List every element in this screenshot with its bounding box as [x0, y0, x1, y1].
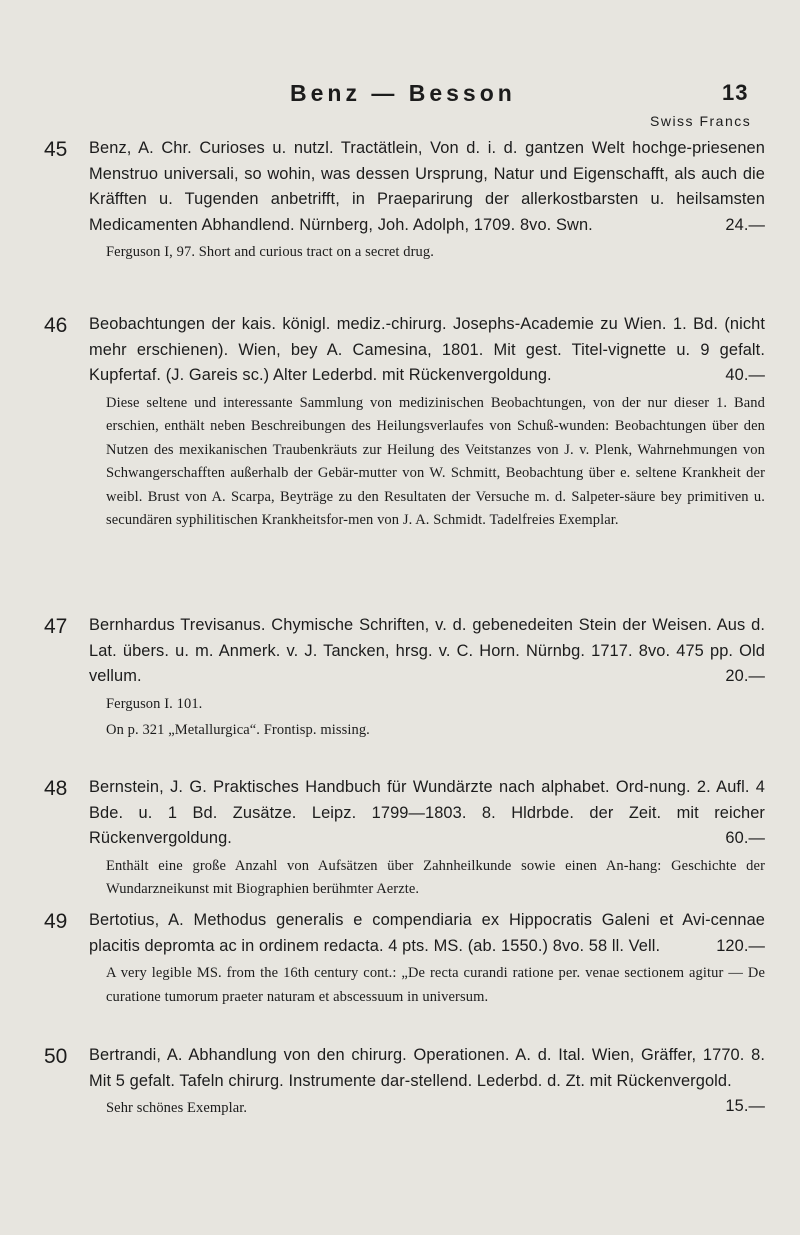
entry-number: 47 [44, 615, 68, 638]
entry-note: Enthält eine große Anzahl von Aufsätzen über Zahnheilkunde sowie einen An-hang: Geschichte der Wundarzneikunst mit Biographien berühmter Aerzte. [106, 857, 765, 897]
entry-text: Beobachtungen der kais. königl. mediz.-chirurg. Josephs-Academie zu Wien. 1. Bd. (nicht mehr erschienen). Wien, bey A. Camesina, 1801. Mit gest. Titel-vignette u. 9 gefalt. Kupfertaf. (J. Gareis sc.) Alter Lederbd. mit Rückenvergoldung. [89, 315, 765, 384]
entry-number: 48 [44, 777, 68, 800]
entry-note: On p. 321 „Metallurgica“. Frontisp. missing. [106, 722, 370, 738]
entry-number: 45 [44, 138, 68, 161]
entry-price: 40.— [725, 366, 765, 384]
entry-note: Diese seltene und interessante Sammlung von medizinischen Beobachtungen, von der nur dieser 1. Band erschien, enthält neben Beschreibungen des Heilungsverlaufes von Schuß-wunden: Beobachtungen über den Nutzen des mexikanischen Traubenkräuts zur Heilung des Veitstanzes von J. v. Plenk, Wahrnehmungen von Schwangerschafften außerhalb der Gebär-mutter von W. Schmitt, Beobachtung über e. seltene Krankheit der weibl. Brust von A. Scarpa, Beyträge zu den Resultaten der Versuche m. d. Salpeter-säure bey primitiven u. secundären syphilitischen Krankheitsfor-men von J. A. Schmidt. Tadelfreies Exemplar. [106, 394, 765, 528]
entry-text: Bernhardus Trevisanus. Chymische Schriften, v. d. gebenedeiten Stein der Weisen. Aus d. Lat. übers. u. m. Anmerk. v. J. Tancken, hrsg. v. C. Horn. Nürnbg. 1717. 8vo. 475 pp. Old vellum. [89, 616, 765, 685]
entry-number: 46 [44, 314, 68, 337]
entry-note: Sehr schönes Exemplar. [106, 1100, 248, 1116]
entry-note: Ferguson I, 97. Short and curious tract on a secret drug. [106, 244, 434, 260]
header-title: Benz — Besson [290, 80, 516, 106]
entry-price: 15.— [725, 1097, 765, 1115]
entry-price: 60.— [725, 829, 765, 847]
entry-note: Ferguson I. 101. [106, 695, 203, 712]
currency-label: Swiss Francs [650, 113, 752, 129]
entry-text: Bernstein, J. G. Praktisches Handbuch für Wundärzte nach alphabet. Ord-nung. 2. Aufl. 4 Bde. u. 1 Bd. Zusätze. Leipz. 1799—1803. 8. Hldrbde. der Zeit. mit reicher Rückenvergoldung. [89, 778, 765, 847]
page-number: 13 [722, 80, 749, 105]
entry-text: Bertrandi, A. Abhandlung von den chirurg. Operationen. A. d. Ital. Wien, Gräffer, 1770. 8. Mit 5 gefalt. Tafeln chirurg. Instrumente dar-stellend. Lederbd. d. Zt. mit Rückenvergold. [89, 1046, 765, 1090]
entry-number: 50 [44, 1045, 68, 1068]
entry-text: Benz, A. Chr. Curioses u. nutzl. Tractätlein, Von d. i. d. gantzen Welt hochge-priesenen Menstruo universali, so wohin, was dessen Ursprung, Natur und Eigenschafft, als auch die Kräfften u. Tugenden anbetrifft, in Praeparirung der allerkostbarsten u. heilsamsten Medicamenten Abhandlend. Nürnberg, Joh. Adolph, 1709. 8vo. Swn. [89, 139, 765, 234]
entry-price: 20.— [725, 667, 765, 685]
entry-text: Bertotius, A. Methodus generalis e compendiaria ex Hippocratis Galeni et Avi-cennae placitis depromta ac in ordinem redacta. 4 pts. MS. (ab. 1550.) 8vo. 58 ll. Vell. [89, 911, 765, 955]
entry-note: A very legible MS. from the 16th century cont.: „De recta curandi ratione per. venae sectionem agitur — De curatione tumorum praeter naturam et abscessuum in universum. [106, 965, 765, 1005]
entry-number: 49 [44, 910, 68, 933]
running-header [290, 80, 749, 107]
entry-price: 120.— [716, 936, 765, 955]
entry-price: 24.— [725, 215, 765, 234]
